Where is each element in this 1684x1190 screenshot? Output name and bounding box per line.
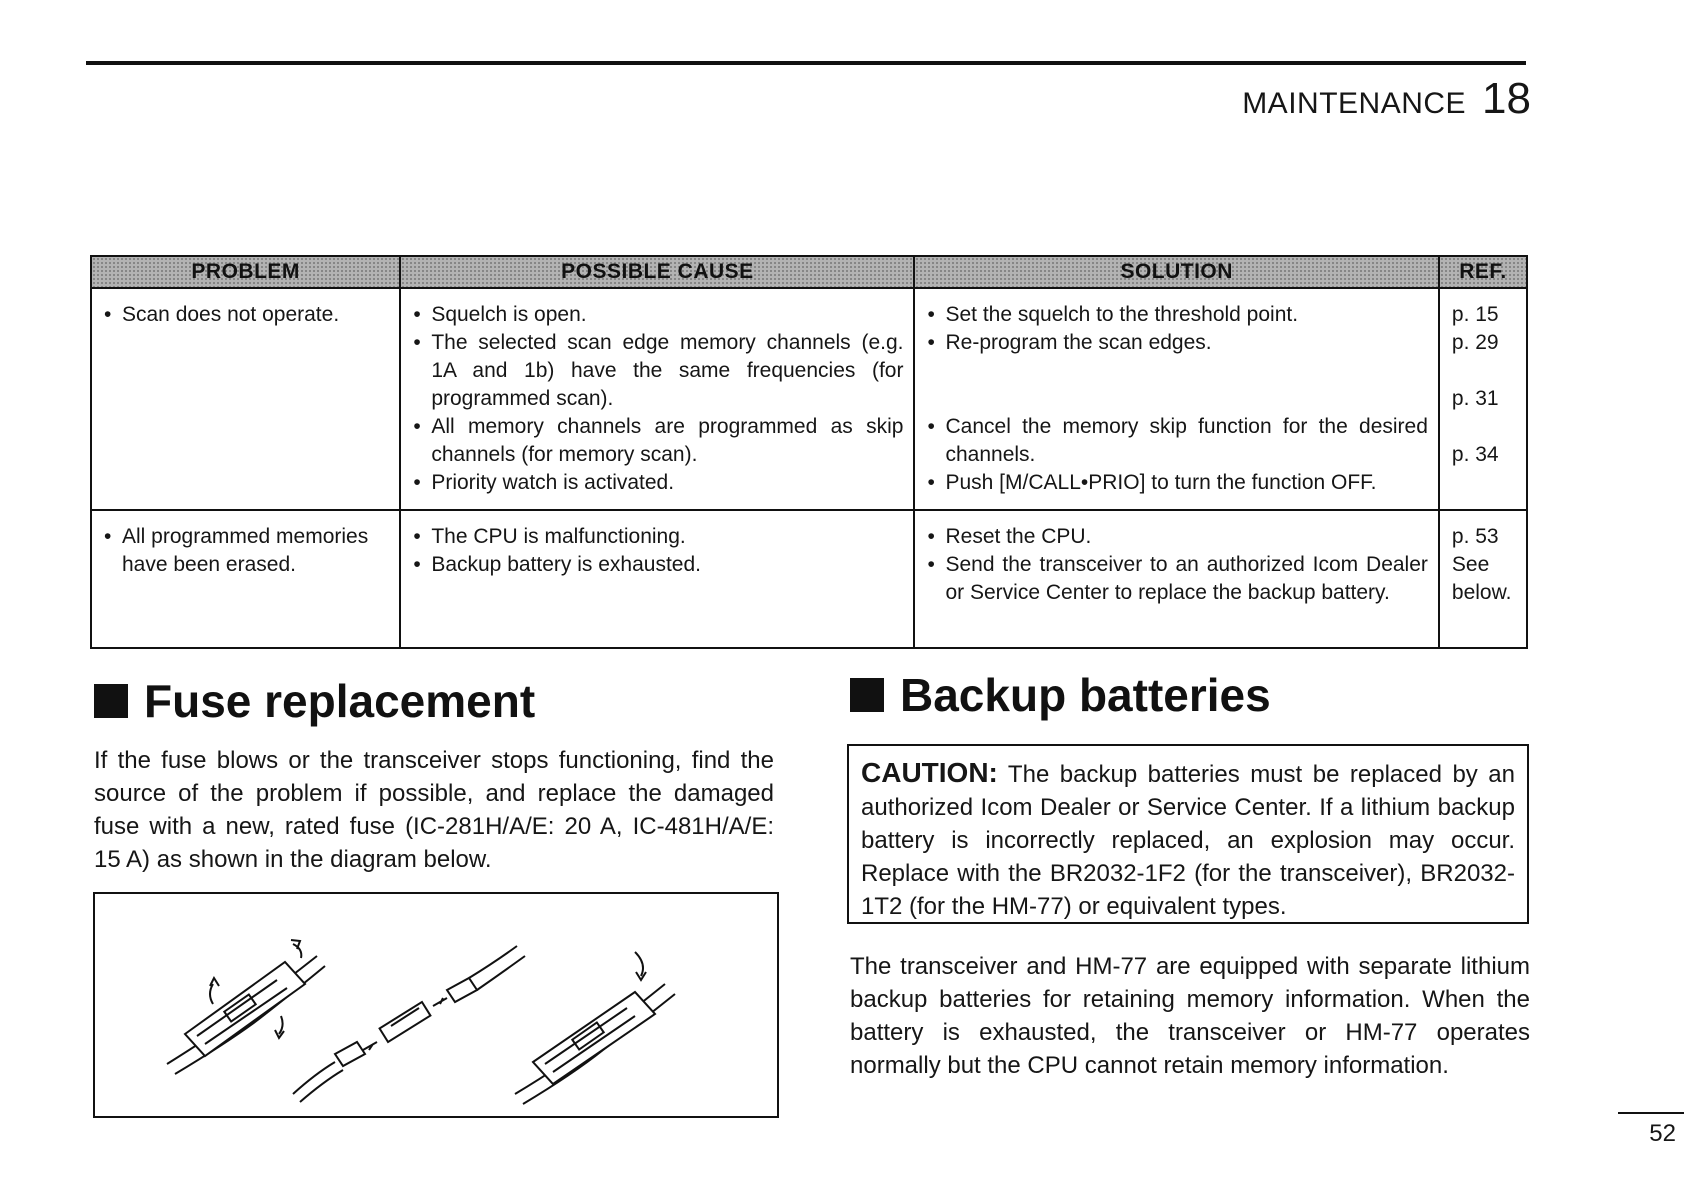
ref-item: p. 15 [1451, 303, 1499, 326]
header-solution: SOLUTION [914, 256, 1438, 288]
header-ref: REF. [1439, 256, 1527, 288]
cause-item: • Priority watch is activated. [413, 469, 903, 497]
cause-item: • Squelch is open. [413, 301, 903, 329]
table-header-row [91, 256, 1527, 288]
backup-section-title [850, 668, 1271, 722]
troubleshooting-table [90, 255, 1528, 649]
cause-cell [400, 510, 914, 648]
caution-box [847, 744, 1529, 924]
solution-item: • Send the transceiver to an authorized Icom Dealer or Service Center to replace the backup battery. [927, 551, 1427, 607]
problem-cell [91, 510, 400, 648]
square-bullet-icon [850, 678, 884, 712]
problem-text: • Scan does not operate. [104, 301, 389, 329]
cause-item: • All memory channels are programmed as skip channels (for memory scan). [413, 413, 903, 469]
ref-cell [1439, 288, 1527, 510]
page-header [1242, 74, 1531, 124]
ref-cell [1439, 510, 1527, 648]
fuse-section-title [94, 674, 535, 728]
table-row [91, 510, 1527, 648]
fuse-paragraph: If the fuse blows or the transceiver stops functioning, find the source of the problem if possible, and replace the damaged fuse with a new, rated fuse (IC-281H/A/E: 20 A, IC-481H/A/E: 15 A) as shown in the diagram below. [94, 747, 774, 873]
table-row [91, 288, 1527, 510]
problem-text: • All programmed memories have been erased. [104, 523, 389, 579]
solution-item: • Push [M/CALL•PRIO] to turn the function OFF. [927, 469, 1427, 497]
backup-paragraph: The transceiver and HM-77 are equipped with separate lithium backup batteries for retaining memory information. When the battery is exhausted, the transceiver or HM-77 operates normally but the CPU cannot retain memory information. [850, 953, 1530, 1079]
cause-item: • Backup battery is exhausted. [413, 551, 903, 579]
caution-text: The backup batteries must be replaced by an authorized Icom Dealer or Service Center. If a lithium backup battery is incorrectly replaced, an explosion may occur. Replace with the BR2032-1F2 (for the transceiver), BR2032-1T2 (for the HM-77) or equivalent types. [861, 761, 1515, 920]
solution-item: • Set the squelch to the threshold point. [927, 301, 1427, 329]
backup-title-text: Backup batteries [900, 669, 1271, 721]
chapter-title: MAINTENANCE [1242, 87, 1467, 120]
cause-item: • The selected scan edge memory channels (e.g. 1A and 1b) have the same frequencies (for programmed scan). [413, 329, 903, 413]
page-number: 52 [1649, 1120, 1676, 1147]
fuse-title-text: Fuse replacement [144, 675, 536, 727]
chapter-number: 18 [1482, 74, 1531, 123]
ref-item: p. 29 [1451, 331, 1499, 354]
ref-item: p. 53 [1451, 525, 1499, 548]
solution-item: • Reset the CPU. [927, 523, 1427, 551]
square-bullet-icon [94, 684, 128, 718]
ref-item: See below. [1451, 553, 1512, 604]
caution-label: CAUTION: [861, 757, 998, 788]
fuse-diagram [93, 892, 779, 1118]
header-cause: POSSIBLE CAUSE [400, 256, 914, 288]
solution-cell [914, 288, 1438, 510]
header-problem: PROBLEM [91, 256, 400, 288]
page-number-rule [1618, 1112, 1684, 1114]
solution-item: • Re-program the scan edges. [927, 329, 1427, 357]
solution-cell [914, 510, 1438, 648]
problem-cell [91, 288, 400, 510]
solution-item: • Cancel the memory skip function for the desired channels. [927, 413, 1427, 469]
ref-item: p. 34 [1451, 443, 1499, 466]
top-rule [86, 61, 1526, 65]
cause-cell [400, 288, 914, 510]
cause-item: • The CPU is malfunctioning. [413, 523, 903, 551]
fuse-replacement-illustration [95, 894, 777, 1116]
ref-item: p. 31 [1451, 387, 1499, 410]
